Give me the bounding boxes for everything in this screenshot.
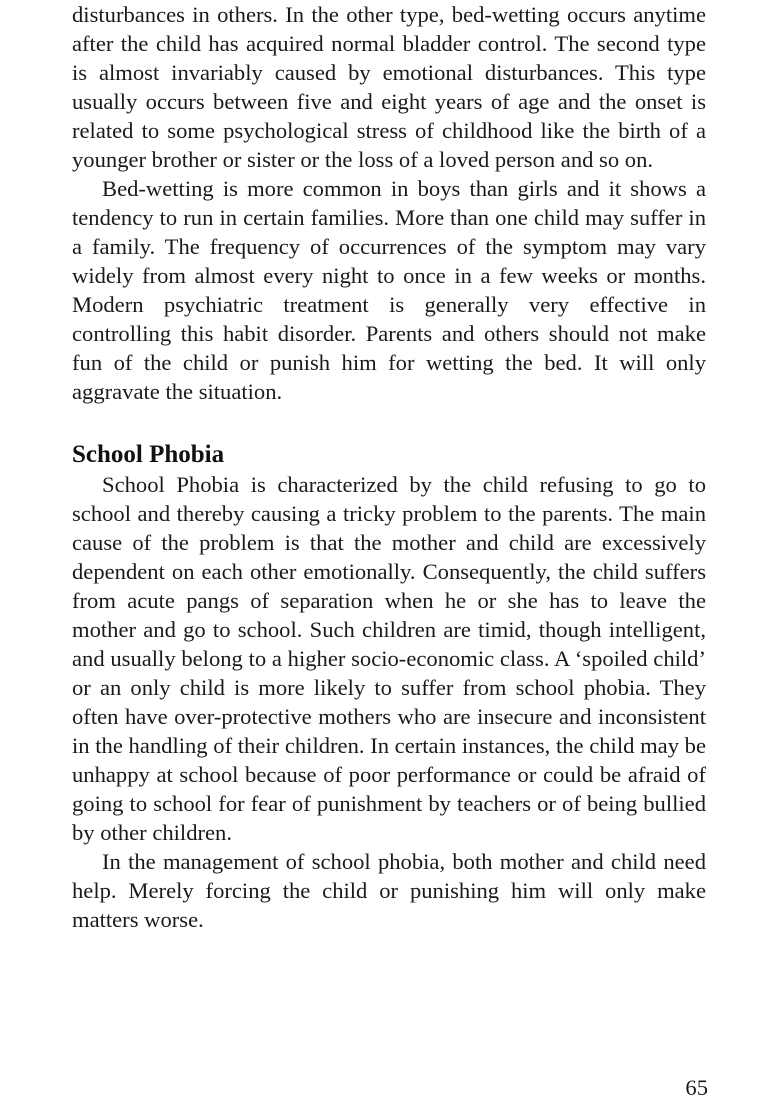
page-number: 65 [685, 1075, 708, 1100]
paragraph-school-phobia-description: School Phobia is characterized by the child refusing to go to school and thereby causing a tricky problem to the parents. The main cause of the problem is that the mother and child are excessively dependent on each other emotionally. Consequently, the child suffers from acute pangs of separation when he or she has to leave the mother and go to school. Such children are timid, though intelligent, and usually belong to a higher socio-economic class. A ‘spoiled child’ or an only child is more likely to suffer from school phobia. They often have over-protective mothers who are insecure and inconsistent in the handling of their children. In certain instances, the child may be unhappy at school because of poor performance or could be afraid of going to school for fear of punishment by teachers or of being bullied by other children. [72, 472, 706, 845]
paragraph-school-phobia-management: In the management of school phobia, both mother and child need help. Merely forcing the child or punishing him will only make matters worse. [72, 849, 706, 932]
paragraph-bedwetting-frequency: Bed-wetting is more common in boys than girls and it shows a tendency to run in certain families. More than one child may suffer in a family. The frequency of occurrences of the symptom may vary widely from almost every night to once in a few weeks or months. Modern psychiatric treatment is generally very effective in controlling this habit disorder. Parents and others should not make fun of the child or punish him for wetting the bed. It will only aggravate the situation. [72, 176, 706, 404]
page-content [72, 0, 706, 934]
section-heading-school-phobia: School Phobia [72, 441, 225, 468]
paragraph-bedwetting-types: disturbances in others. In the other type, bed-wetting occurs anytime after the child has acquired normal bladder control. The second type is almost invariably caused by emotional disturbances. This type usually occurs between five and eight years of age and the onset is related to some psychological stress of childhood like the birth of a younger brother or sister or the loss of a loved person and so on. [72, 2, 706, 172]
